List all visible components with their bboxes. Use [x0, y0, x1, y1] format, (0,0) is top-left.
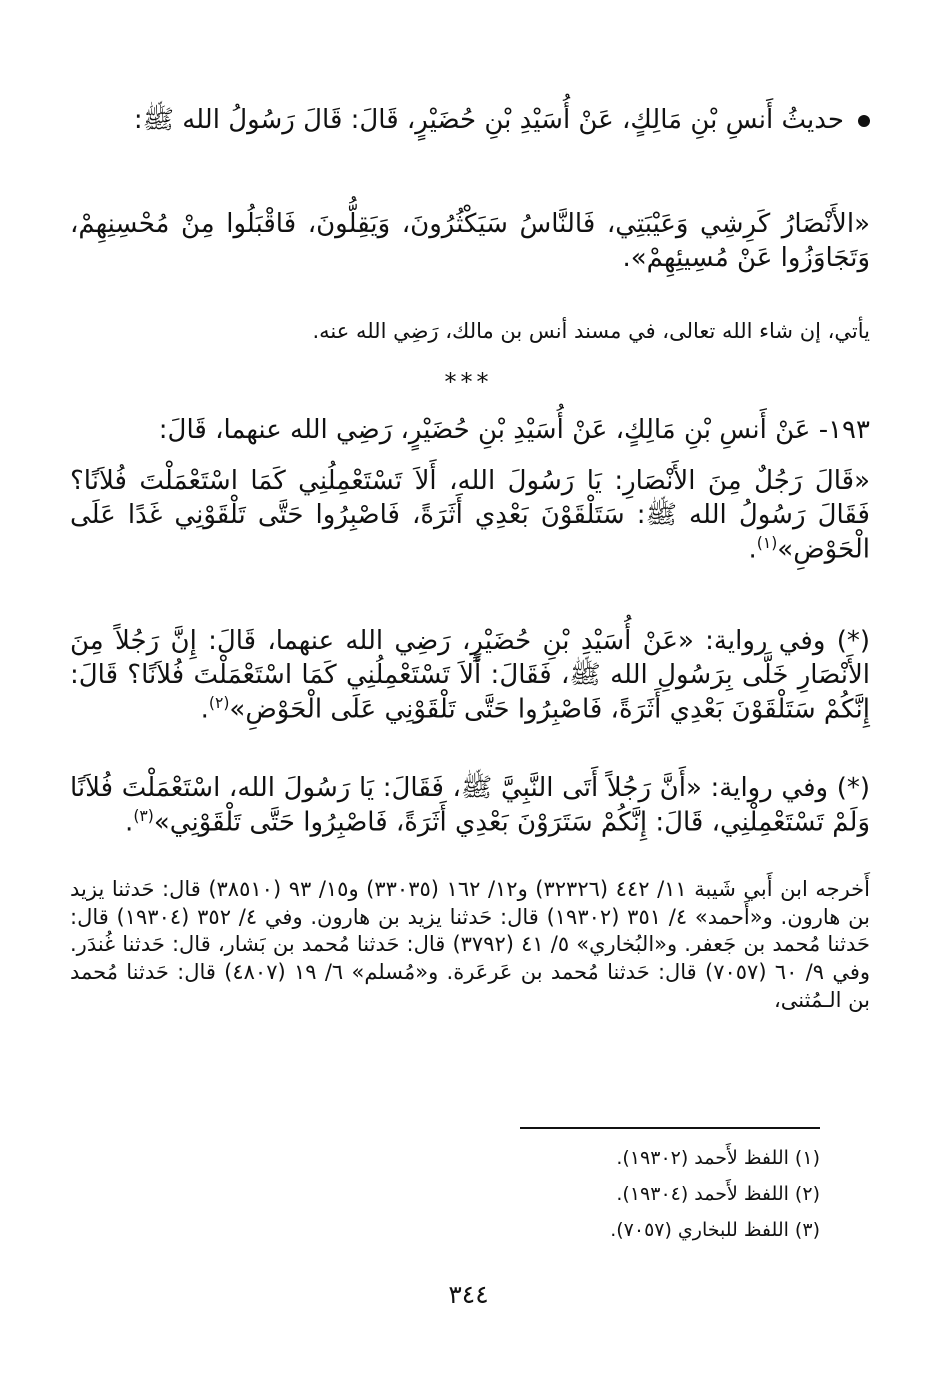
- hadith-193-header: ١٩٣- عَنْ أَنسِ بْنِ مَالِكٍ، عَنْ أُسَيْدِ بْنِ حُضَيْرٍ، رَضِي الله عنهما، قَالَ:: [158, 415, 870, 445]
- bullet-icon: [858, 115, 870, 127]
- footnote-1: (١) اللفظ لأَحمد (١٩٣٠٢).: [616, 1147, 820, 1169]
- footnote-2: (٢) اللفظ لأَحمد (١٩٣٠٤).: [616, 1183, 820, 1205]
- footnote-ref-1: (١): [756, 533, 778, 552]
- riwaya-2: (*) وفي رواية: «أَنَّ رَجُلاً أَتَى النَّبِيَّ ﷺ، فَقَالَ: يَا رَسُولَ الله، اسْتَعْمَلْتَ فُلاَنًا وَلَمْ تَسْتَعْمِلْنِي، قَالَ: إِنَّكُمْ سَتَرَوْنَ بَعْدِي أَثَرَةً، فَاصْبِرُوا حَتَّى تَلْقَوْنِي»$^{(٣)}$.: [70, 773, 870, 838]
- footnote-divider: [520, 1127, 820, 1129]
- footnote-ref-2: (٢): [208, 693, 230, 712]
- section-separator: ***: [444, 368, 493, 396]
- footnote-3: (٣) اللفظ للبخاري (٧٠٥٧).: [610, 1219, 820, 1241]
- top-hadith-note: يأتي، إن شاء الله تعالى، في مسند أنس بن مالك، رَضِي الله عنه.: [312, 319, 870, 343]
- takhrij-paragraph: أَخرجه ابن أَبي شَيبة ١١/ ٤٤٢ (٣٢٣٢٦) و١٢/ ١٦٢ (٣٣٠٣٥) و١٥/ ٩٣ (٣٨٥١٠) قال: حَدثنا يزيد بن هارون. و«أَحمد» ٤/ ٣٥١ (١٩٣٠٢) قال: حَدثنا يزيد بن هارون. وفي ٤/ ٣٥٢ (١٩٣٠٤) قال: حَدثنا مُحمد بن جَعفر. و«البُخاري» ٥/ ٤١ (٣٧٩٢) قال: حَدثنا مُحمد بن بَشار، قال: حَدثنا غُندَر. وفي ٩/ ٦٠ (٧٠٥٧) قال: حَدثنا مُحمد بن عَرعَرة. و«مُسلم» ٦/ ١٩ (٤٨٠٧) قال: حَدثنا مُحمد بن الـمُثنى،: [70, 877, 870, 1012]
- top-hadith-intro: حديثُ أَنسِ بْنِ مَالِكٍ، عَنْ أُسَيْدِ بْنِ حُضَيْرٍ، قَالَ: قَالَ رَسُولُ الله ﷺ:: [70, 104, 870, 138]
- top-hadith-quote: «الأَنْصَارُ كَرِشِي وَعَيْبَتِي، فَالنَّاسُ سَيَكْثُرُونَ، وَيَقِلُّونَ، فَاقْبَلُوا مِنْ مُحْسِنِهِمْ، وَتَجَاوَزُوا عَنْ مُسِيئِهِمْ».: [70, 209, 870, 273]
- footnote-ref-3: (٣): [133, 806, 154, 825]
- hadith-193-body: «قَالَ رَجُلٌ مِنَ الأَنْصَارِ: يَا رَسُولَ الله، أَلاَ تَسْتَعْمِلُنِي كَمَا اسْتَعْمَلْتَ فُلاَنًا؟ فَقَالَ رَسُولُ الله ﷺ: سَتَلْقَوْنَ بَعْدِي أَثَرَةً، فَاصْبِرُوا حَتَّى تَلْقَوْنِي غَدًا عَلَى الْحَوْضِ»$^{(١)}$.: [70, 466, 870, 565]
- riwaya-1: (*) وفي رواية: «عَنْ أُسَيْدِ بْنِ حُضَيْرٍ، رَضِي الله عنهما، قَالَ: إِنَّ رَجُلاً مِنَ الأَنْصَارِ خَلَّى بِرَسُولِ الله ﷺ، فَقَالَ: أَلاَ تَسْتَعْمِلُنِي كَمَا اسْتَعْمَلْتَ فُلاَنًا؟ قَالَ: إِنَّكُمْ سَتَلْقَوْنَ بَعْدِي أَثَرَةً، فَاصْبِرُوا حَتَّى تَلْقَوْنِي عَلَى الْحَوْضِ»$^{(٢)}$.: [70, 626, 870, 725]
- page-number: ٣٤٤: [448, 1280, 489, 1309]
